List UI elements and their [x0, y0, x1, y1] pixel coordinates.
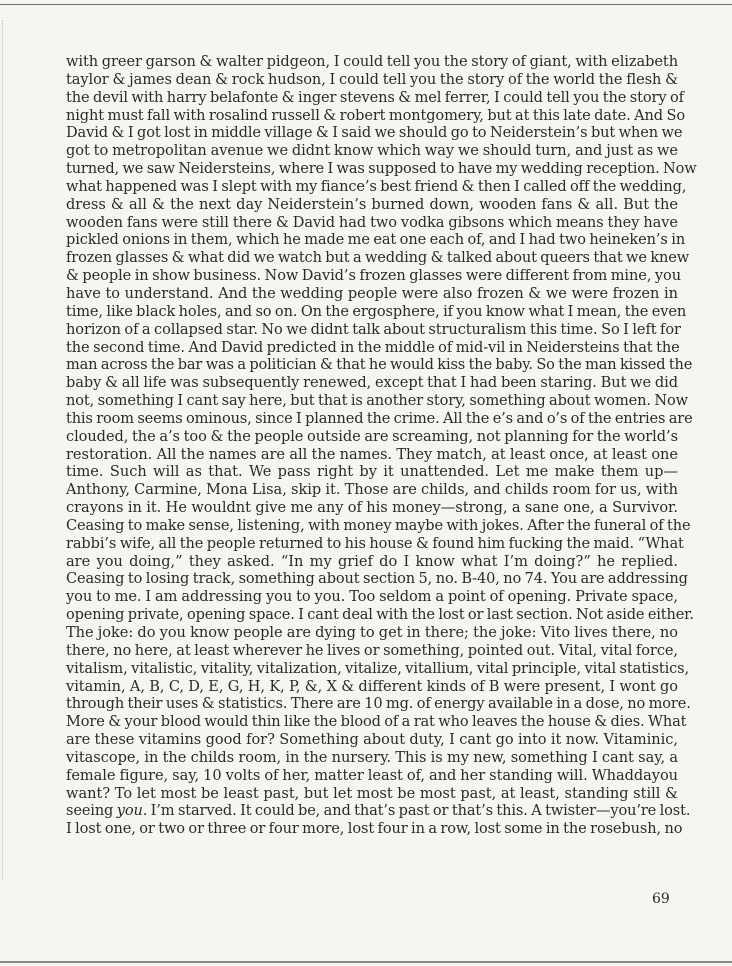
text-line: baby & all life was subsequently renewed, except that I had been staring. But we did: [66, 374, 678, 392]
text-line: female figure, say, 10 volts of her, matter least of, and her standing will. Whaddayou: [66, 766, 678, 784]
text-line: Anthony, Carmine, Mona Lisa, skip it. Those are childs, and childs room for us, with: [66, 481, 678, 499]
text-line: with greer garson & walter pidgeon, I could tell you the story of giant, with elizabeth: [66, 53, 678, 70]
text-line: have to understand. And the wedding people were also frozen & we were frozen in: [66, 284, 678, 302]
line-43-rest: I’m starved. It could be, and that’s past or that’s this. A twister—you’re lost.: [147, 802, 691, 820]
text-line: crayons in it. He wouldnt give me any of his money—strong, a sane one, a Survivor.: [66, 499, 678, 517]
text-line: More & your blood would thin like the blood of a rat who leaves the house & dies. What: [66, 713, 687, 731]
text-line: horizon of a collapsed star. No we didnt talk about structuralism this time. So I left for: [66, 320, 681, 338]
text-line: are these vitamins good for? Something about duty, I cant go into it now. Vitaminic,: [66, 731, 678, 749]
text-line: restoration. All the names are all the names. They match, at least once, at least one: [66, 445, 678, 463]
text-line: what happened was I slept with my fiance’s best friend & then I called off the wedding,: [66, 177, 687, 195]
binding-gutter-marks: [2, 20, 9, 880]
text-line: Ceasing to losing track, something about section 5, no. B-40, no 74. You are addressing: [66, 570, 688, 588]
text-line: vitalism, vitalistic, vitality, vitalization, vitalize, vitallium, vital principle, vital statistics,: [66, 659, 690, 677]
text-line: frozen glasses & what did we watch but a wedding & talked about queers that we knew: [66, 249, 690, 267]
text-line: dress & all & the next day Neiderstein’s burned down, wooden fans & all. But the: [66, 195, 678, 213]
text-line: time. Such will as that. We pass right by it unattended. Let me make them up—: [66, 463, 678, 481]
text-line: night must fall with rosalind russell & robert montgomery, but at this late date. And So: [66, 106, 685, 124]
text-line: vitascope, in the childs room, in the nursery. This is my new, something I cant say, a: [66, 748, 678, 766]
text-line: got to metropolitan avenue we didnt know which way we should turn, and just as we: [66, 142, 678, 160]
text-line: man across the bar was a politician & that he would kiss the baby. So the man kissed the: [66, 356, 693, 374]
text-line: pickled onions in them, which he made me eat one each of, and I had two heineken’s in: [66, 231, 686, 249]
text-line: this room seems ominous, since I planned the crime. All the e’s and o’s of the entries are: [66, 409, 693, 427]
text-line: rabbi’s wife, all the people returned to his house & found him fucking the maid. “What: [66, 534, 684, 552]
text-line-with-emphasis: [66, 802, 691, 820]
line-43-lead: seeing: [66, 802, 117, 820]
top-edge-rule: [0, 4, 732, 5]
text-line: turned, we saw Neidersteins, where I was supposed to have my wedding reception. Now: [66, 160, 697, 178]
text-line: wooden fans were still there & David had two vodka gibsons which means they have: [66, 213, 678, 231]
emphasized-word: you.: [116, 802, 148, 820]
text-line: time, like black holes, and so on. On the ergosphere, if you know what I mean, the even: [66, 302, 687, 320]
text-line: taylor & james dean & rock hudson, I could tell you the story of the world the flesh &: [66, 70, 678, 88]
text-line: David & I got lost in middle village & I said we should go to Neiderstein’s but when we: [66, 124, 683, 142]
text-line-final: I lost one, or two or three or four more, lost four in a row, lost some in the rosebush, no: [66, 820, 683, 838]
text-line: Ceasing to make sense, listening, with money maybe with jokes. After the funeral of the: [66, 516, 691, 534]
text-line: vitamin, A, B, C, D, E, G, H, K, P, &, X & different kinds of B were present, I wont go: [66, 677, 678, 695]
text-line: the devil with harry belafonte & inger stevens & mel ferrer, I could tell you the story of: [66, 88, 684, 106]
text-line: are you doing,” they asked. “In my grief do I know what I’m doing?” he replied.: [66, 552, 678, 570]
text-line: opening private, opening space. I cant deal with the lost or last section. Not aside either.: [66, 606, 694, 624]
page-number: 69: [652, 891, 670, 907]
text-line: not, something I cant say here, but that is another story, something about women. Now: [66, 392, 689, 410]
bottom-edge-rule: [0, 961, 732, 963]
text-line: the second time. And David predicted in the middle of mid-vil in Neidersteins that the: [66, 338, 680, 356]
text-line: you to me. I am addressing you to you. Too seldom a point of opening. Private space,: [66, 588, 678, 606]
text-line: want? To let most be least past, but let most be most past, at least, standing still &: [66, 784, 678, 802]
text-line: clouded, the a’s too & the people outside are screaming, not planning for the world’s: [66, 427, 678, 445]
text-line: through their uses & statistics. There are 10 mg. of energy available in a dose, no more.: [66, 695, 691, 713]
text-line: & people in show business. Now David’s frozen glasses were different from mine, you: [66, 267, 682, 285]
text-line: there, no here, at least wherever he lives or something, pointed out. Vital, vital force,: [66, 641, 678, 659]
text-line: The joke: do you know people are dying to get in there; the joke: Vito lives there, no: [66, 624, 678, 641]
body-text-block: [66, 53, 697, 838]
